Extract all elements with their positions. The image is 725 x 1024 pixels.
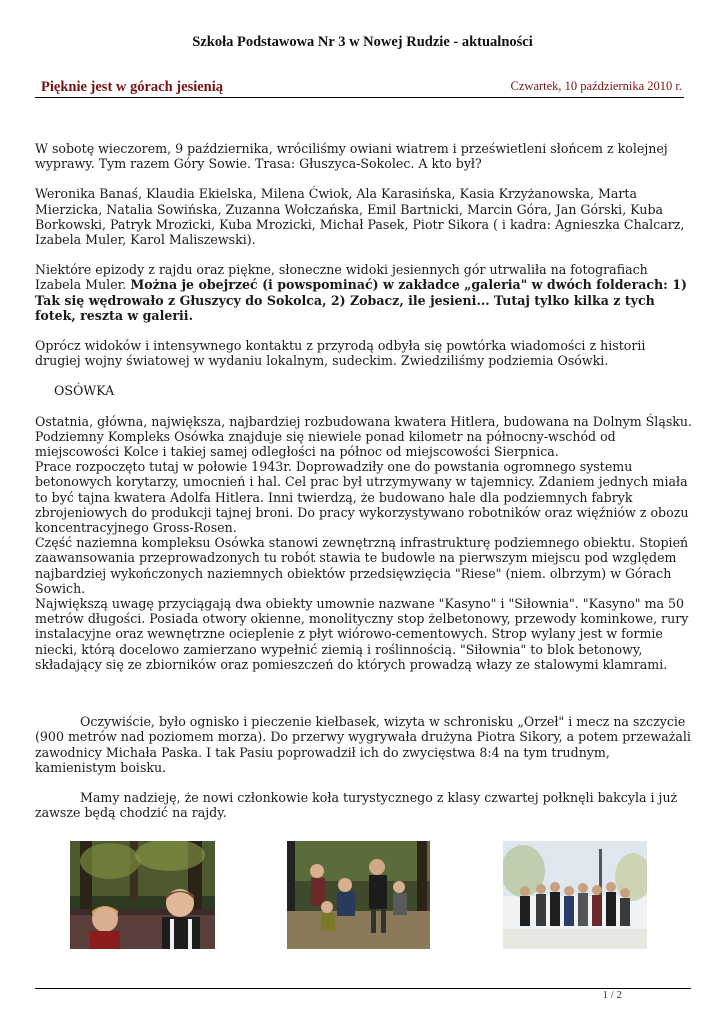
photo-boys-in-forest[interactable] — [70, 841, 215, 949]
paragraph-participants: Weronika Banaś, Klaudia Ekielska, Milena Ćwiok, Ala Karasińska, Kasia Krzyżanowska, Marta Mierzicka, Natalia Sowińska, Zuzanna Wołczańska, Emil Bartnicki, Marcin Góra, Jan Górski, Kuba Borkowski, Patryk Mrozicki, Kuba Mrozicki, Michał Pasek, Piotr Sikora ( i kadra: Agnieszka Chalcarz, Izabela Muler, Karol Maliszewski). — [35, 186, 685, 248]
footer-divider — [35, 988, 691, 989]
article-header — [35, 78, 684, 98]
site-title: Szkoła Podstawowa Nr 3 w Nowej Rudzie - aktualności — [192, 34, 533, 50]
article-title: Pięknie jest w górach jesienią — [41, 79, 224, 95]
osowka-text-2: Prace rozpoczęto tutaj w połowie 1943r. Doprowadziły one do powstania ogromnego systemu betonowych korytarzy, umocnień i hal. Cel prac był utrzymywany w tajemnicy. Zdaniem jednych miała to być tajna kwatera Adolfa Hitlera. Inni twierdzą, że budowano hale dla podziemnych fabryk zbrojeniowych do produkcji tajnej broni. Do pracy wykorzystywano robotników oraz więźniów z obozu koncentracyjnego Gross-Rosen. — [35, 459, 689, 536]
article-body — [35, 141, 695, 835]
paragraph-gallery — [35, 262, 695, 323]
page-number: 1 / 2 — [602, 989, 622, 1001]
osowka-text-3: Część naziemna kompleksu Osówka stanowi zewnętrzną infrastrukturę podziemnego obiektu. Stopień zaawansowania przeprowadzonych tu robót stawia te budowle na pierwszym miejscu pod względem najbardziej wykończonych naziemnych obiektów przedsięwzięcia "Riese" (niem. olbrzym) w Górach Sowich. — [35, 535, 689, 596]
article-date: Czwartek, 10 października 2010 r. — [510, 79, 682, 93]
paragraph-closing: Mamy nadzieję, że nowi członkowie koła turystycznego z klasy czwartej połknęli bakcyla i już zawsze będą chodzić na rajdy. — [35, 789, 678, 821]
section-heading-osowka: OSÓWKA — [54, 383, 115, 399]
photo-hiking-group[interactable] — [287, 841, 430, 949]
photo-strip — [0, 841, 725, 951]
paragraph-history: Oprócz widoków i intensywnego kontaktu z przyrodą odbyła się powtórka wiadomości z historii drugiej wojny światowej w wydaniu lokalnym, sudeckim. Zwiedziliśmy podziemia Osówki. — [35, 338, 646, 369]
paragraph-intro: W sobotę wieczorem, 9 października, wróciliśmy owiani wiatrem i prześwietleni słońcem z kolejnej wyprawy. Tym razem Góry Sowie. Trasa: Głuszyca-Sokolec. A kto był? — [35, 141, 668, 172]
osowka-text-4: Największą uwagę przyciągają dwa obiekty umownie nazwane "Kasyno" i "Siłownia". "Kasyno" ma 50 metrów długości. Posiada otwory okienne, monolityczny stop żelbetonowy, przewody kominkowe, rury instalacyjne oraz wewnętrzne ocieplenie z płyt wiórowo-cementowych. Strop wylany jest w formie niecki, którą docelowo zamierzano wypełnić ziemią i roślinnością. "Siłownia" to blok betonowy, składający się ze zbiorników oraz pomieszczeń do których prowadzą włazy ze stalowymi klamrami. — [35, 596, 689, 672]
gallery-bold-text: Można je obejrzeć (i powspominać) w zakładce „galeria" w dwóch folderach: 1) Tak się wędrowało z Głuszycy do Sokolca, 2) Zobacz, ile jesieni... Tutaj tylko kilka z tych fotek, reszta w galerii. — [35, 277, 687, 323]
paragraph-osowka — [35, 414, 695, 672]
gallery-text: Niektóre epizody z rajdu oraz piękne, słoneczne widoki jesiennych gór utrwaliła na fotografiach Izabela Muler. — [35, 262, 648, 293]
osowka-text-1: Ostatnia, główna, największa, najbardziej rozbudowana kwatera Hitlera, budowana na Dolnym Śląsku. Podziemny Kompleks Osówka znajduje się niewiele ponad kilometr na północny-wschód od miejscowości Kolce i takiej samej odległości na północ od miejscowości Sierpnica. — [35, 413, 693, 460]
paragraph-campfire: Oczywiście, było ognisko i pieczenie kiełbasek, wizyta w schronisku „Orzeł" i mecz na szczycie (900 metrów nad poziomem morza). Do przerwy wygrywała drużyna Piotra Sikory, a potem przeważali zawodnicy Michała Paska. I tak Pasiu poprowadził ich do zwycięstwa 8:4 na tym trudnym, kamienistym boisku. — [35, 714, 691, 775]
photo-group-on-summit[interactable] — [503, 841, 647, 949]
